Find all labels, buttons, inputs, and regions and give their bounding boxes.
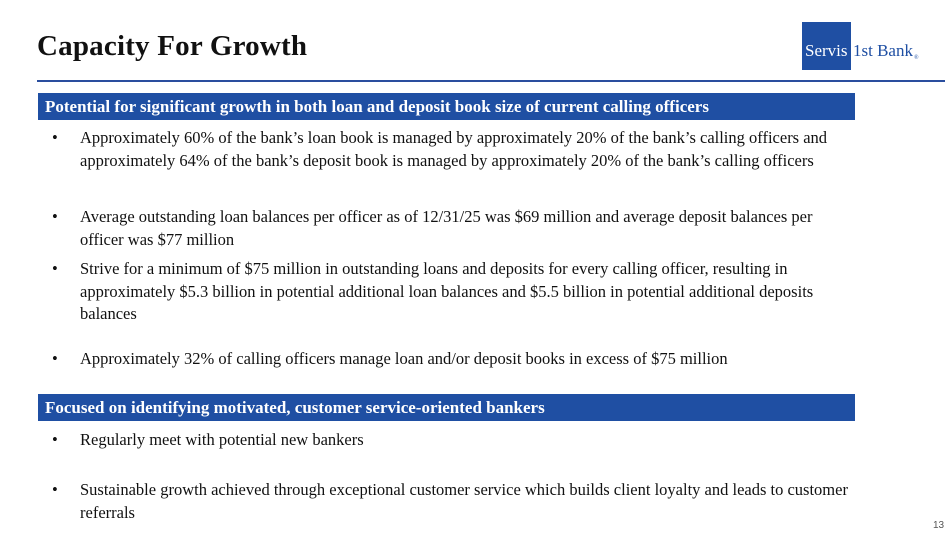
bullet-text: Approximately 32% of calling officers manage loan and/or deposit books in excess of $75 million bbox=[80, 349, 728, 368]
logo-registered-mark: ® bbox=[913, 55, 919, 61]
page-number: 13 bbox=[933, 520, 945, 531]
bullet-text: Strive for a minimum of $75 million in outstanding loans and deposits for every calling officer, resulting in approximately $5.3 billion in potential additional loan balances and $5.5 billion in potential additional deposits balances bbox=[80, 259, 814, 323]
bullet-text: Regularly meet with potential new bankers bbox=[80, 430, 364, 449]
bullet-dot: • bbox=[52, 259, 58, 278]
logo-rest-text: 1st Bank bbox=[853, 41, 913, 60]
bullet-dot: • bbox=[52, 207, 58, 226]
bullet-text: Average outstanding loan balances per officer as of 12/31/25 was $69 million and average deposit balances per officer was $77 million bbox=[80, 207, 813, 249]
logo-text bbox=[851, 22, 919, 70]
bullet-item bbox=[52, 206, 852, 251]
title-divider bbox=[37, 80, 945, 82]
section-heading-growth-potential: Potential for significant growth in both loan and deposit book size of current calling officers bbox=[38, 93, 855, 120]
bullet-item bbox=[52, 479, 852, 524]
bullet-text: Approximately 60% of the bank’s loan book is managed by approximately 20% of the bank’s calling officers and approximately 64% of the bank’s deposit book is managed by approximately 20% of the bank’s calling officers bbox=[80, 128, 828, 170]
section-heading-bankers: Focused on identifying motivated, customer service-oriented bankers bbox=[38, 394, 855, 421]
bullet-dot: • bbox=[52, 349, 58, 368]
bullet-item bbox=[52, 258, 852, 326]
bullet-dot: • bbox=[52, 480, 58, 499]
bullet-item bbox=[52, 429, 852, 452]
servisfirst-logo bbox=[802, 22, 919, 70]
bullet-item bbox=[52, 348, 852, 371]
logo-box: Servis bbox=[802, 22, 851, 70]
bullet-dot: • bbox=[52, 430, 58, 449]
bullet-text: Sustainable growth achieved through exceptional customer service which builds client loyalty and leads to customer referrals bbox=[80, 480, 848, 522]
bullet-item bbox=[52, 127, 852, 172]
page-title: Capacity For Growth bbox=[37, 30, 308, 62]
bullet-dot: • bbox=[52, 128, 58, 147]
